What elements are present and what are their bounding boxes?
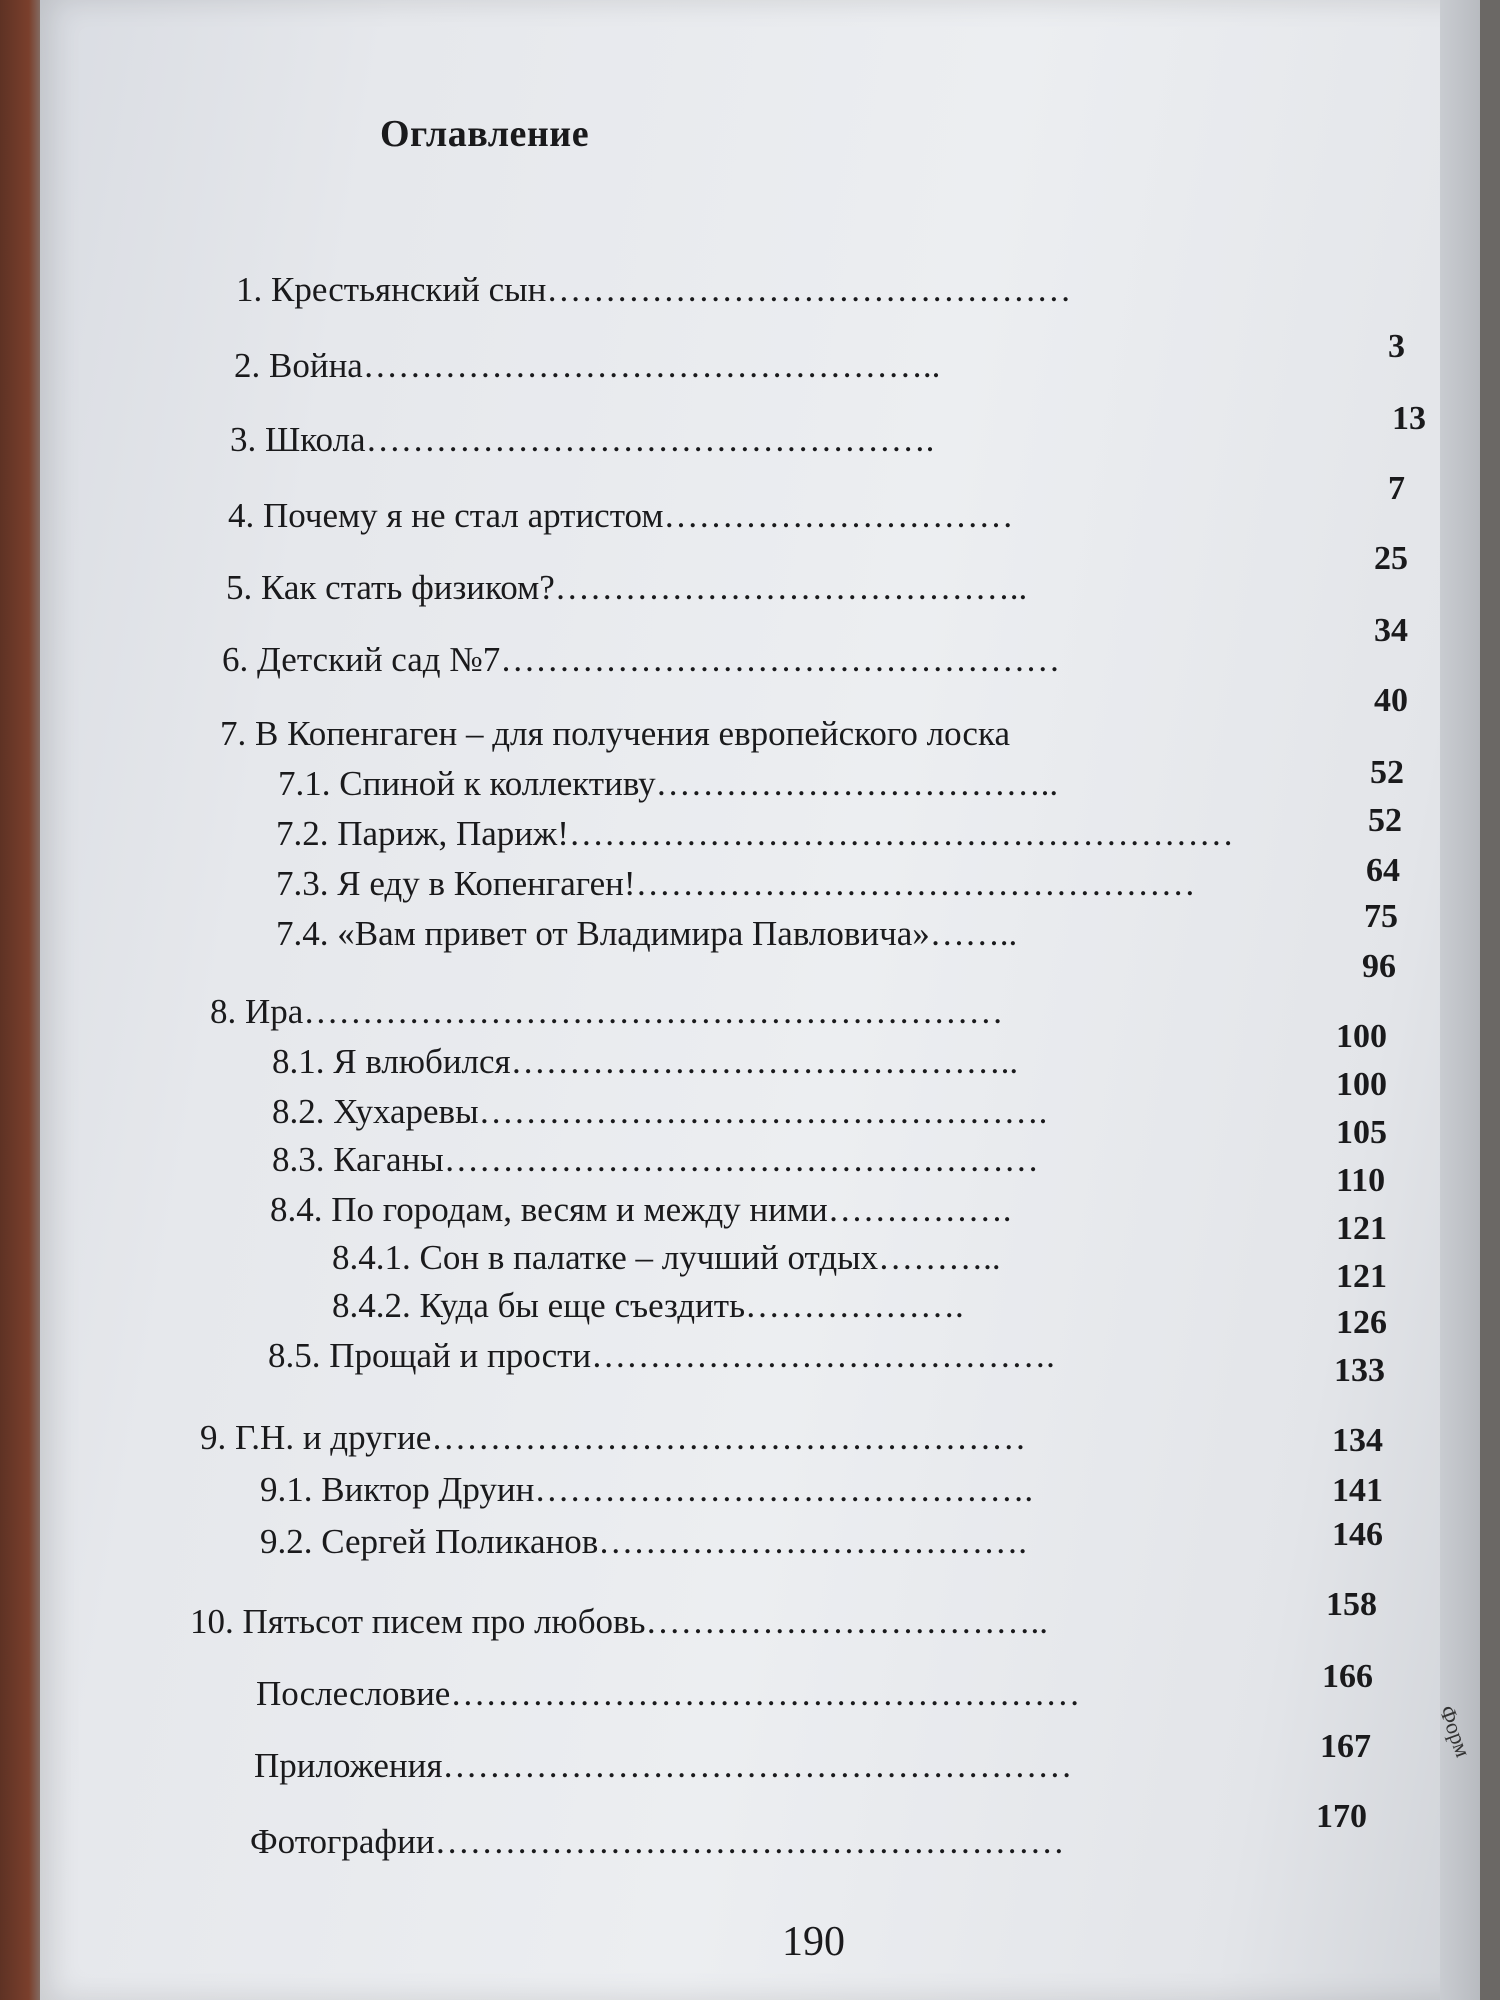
- leader-dots: …………………………………………: [635, 864, 1196, 903]
- toc-entry: [210, 994, 1003, 1029]
- toc-entry: [276, 866, 1196, 901]
- entry-title: 6. Детский сад №7: [222, 640, 501, 679]
- leader-dots: ………………………………….: [591, 1336, 1055, 1375]
- entry-title: 8. Ира: [210, 992, 304, 1031]
- entry-page-number: 96: [1362, 948, 1396, 985]
- entry-title: 8.4. По городам, весям и между ними: [270, 1190, 828, 1229]
- leader-dots: ……………………………..: [655, 764, 1059, 803]
- toc-entry: [276, 816, 1234, 851]
- entry-title: 3. Школа: [230, 420, 366, 459]
- leader-dots: ………………………………………………: [434, 1822, 1065, 1861]
- toc-entry: [268, 1338, 1055, 1373]
- entry-page-number: 110: [1336, 1162, 1386, 1199]
- toc-entry: [190, 1604, 1048, 1639]
- leader-dots: ……………….: [745, 1286, 964, 1325]
- leader-dots: ………………………………………: [546, 270, 1072, 309]
- entry-page-number: 25: [1374, 540, 1408, 577]
- entry-page-number: 100: [1336, 1066, 1387, 1103]
- leader-dots: ………………………………………………: [450, 1674, 1081, 1713]
- entry-title: 9. Г.Н. и другие: [200, 1418, 432, 1457]
- entry-page-number: 141: [1332, 1472, 1383, 1509]
- entry-title: Фотографии: [250, 1822, 435, 1861]
- toc-entry: [272, 1142, 1039, 1177]
- leader-dots: ………………………………………………: [442, 1746, 1073, 1785]
- entry-title: 8.1. Я влюбился: [272, 1042, 511, 1081]
- leader-dots: …………….: [827, 1190, 1012, 1229]
- toc-entry: [226, 570, 1027, 605]
- toc-entry: [256, 1676, 1080, 1711]
- leader-dots: ………………………………………….: [478, 1092, 1048, 1131]
- entry-title: Приложения: [254, 1746, 443, 1785]
- toc-entry: [270, 1192, 1012, 1227]
- leader-dots: ……………………………………………………: [303, 992, 1004, 1031]
- entry-title: 8.4.1. Сон в палатке – лучший отдых: [332, 1238, 879, 1277]
- entry-page-number: 13: [1392, 400, 1426, 437]
- entry-page-number: 121: [1336, 1210, 1387, 1247]
- leader-dots: …………………………………….: [534, 1470, 1034, 1509]
- entry-title: 10. Пятьсот писем про любовь: [190, 1602, 646, 1641]
- toc-entry: [220, 716, 1010, 751]
- leader-dots: ……………………………….: [598, 1522, 1027, 1561]
- entry-title: Послесловие: [256, 1674, 451, 1713]
- entry-page-number: 34: [1374, 612, 1408, 649]
- toc-entry: [332, 1240, 1001, 1275]
- entry-page-number: 126: [1336, 1304, 1387, 1341]
- entry-title: 7.1. Спиной к коллективу: [278, 764, 656, 803]
- page-folio-number: 190: [782, 1919, 845, 1965]
- toc-entry: [234, 348, 940, 383]
- entry-page-number: 133: [1334, 1352, 1385, 1389]
- toc-entry: [254, 1748, 1072, 1783]
- entry-page-number: 158: [1326, 1586, 1377, 1623]
- entry-page-number: 166: [1322, 1658, 1373, 1695]
- toc-entry: [272, 1094, 1047, 1129]
- entry-title: 7. В Копенгаген – для получения европейского лоска: [220, 714, 1010, 753]
- entry-title: 7.3. Я еду в Копенгаген!: [276, 864, 636, 903]
- entry-page-number: 64: [1366, 852, 1400, 889]
- entry-page-number: 52: [1370, 754, 1404, 791]
- leader-dots: …………………………………………: [500, 640, 1061, 679]
- next-page-edge: [1440, 0, 1480, 2000]
- toc-entry: [260, 1524, 1027, 1559]
- book-page: [40, 0, 1480, 2000]
- entry-page-number: 167: [1320, 1728, 1371, 1765]
- toc-entry: [228, 498, 1014, 533]
- entry-page-number: 100: [1336, 1018, 1387, 1055]
- entry-title: 8.4.2. Куда бы еще съездить: [332, 1286, 746, 1325]
- entry-title: 2. Война: [234, 346, 363, 385]
- toc-title: Оглавление: [380, 113, 590, 155]
- leader-dots: ……..: [929, 914, 1018, 953]
- toc-entry: [230, 422, 934, 457]
- entry-page-number: 3: [1388, 328, 1405, 365]
- leader-dots: ……………………………………..: [510, 1042, 1019, 1081]
- leader-dots: ……………………………………………: [443, 1140, 1039, 1179]
- entry-page-number: 134: [1332, 1422, 1383, 1459]
- entry-title: 9.1. Виктор Друин: [260, 1470, 535, 1509]
- entry-page-number: 52: [1368, 802, 1402, 839]
- toc-entry: [236, 272, 1071, 307]
- entry-title: 4. Почему я не стал артистом: [228, 496, 664, 535]
- entry-title: 7.2. Париж, Париж!: [276, 814, 569, 853]
- toc-entry: [278, 766, 1058, 801]
- leader-dots: …………………………………………..: [362, 346, 941, 385]
- toc-entry: [272, 1044, 1018, 1079]
- entry-page-number: 40: [1374, 682, 1408, 719]
- entry-page-number: 75: [1364, 898, 1398, 935]
- toc-entry: [276, 916, 1017, 951]
- leader-dots: ……………………………..: [645, 1602, 1048, 1641]
- toc-entry: [200, 1420, 1026, 1455]
- leader-dots: …………………………: [663, 496, 1014, 535]
- toc-entry: [332, 1288, 964, 1323]
- leader-dots: ………………………………………….: [365, 420, 935, 459]
- entry-title: 7.4. «Вам привет от Владимира Павловича»: [276, 914, 930, 953]
- leader-dots: …………………………………………………: [568, 814, 1234, 853]
- entry-title: 8.3. Каганы: [272, 1140, 444, 1179]
- entry-page-number: 146: [1332, 1516, 1383, 1553]
- toc-entry: [222, 642, 1060, 677]
- entry-title: 8.5. Прощай и прости: [268, 1336, 592, 1375]
- toc-entry: [260, 1472, 1033, 1507]
- adjacent-page-text: Форм: [1434, 1702, 1477, 1761]
- entry-title: 8.2. Хухаревы: [272, 1092, 479, 1131]
- entry-page-number: 170: [1316, 1798, 1367, 1835]
- entry-page-number: 7: [1388, 470, 1405, 507]
- toc-entry: [250, 1824, 1065, 1859]
- leader-dots: ………..: [878, 1238, 1001, 1277]
- entry-title: 1. Крестьянский сын: [236, 270, 547, 309]
- entry-page-number: 105: [1336, 1114, 1387, 1151]
- entry-page-number: 121: [1336, 1258, 1387, 1295]
- entry-title: 5. Как стать физиком?: [226, 568, 555, 607]
- entry-title: 9.2. Сергей Поликанов: [260, 1522, 599, 1561]
- leader-dots: ……………………………………………: [431, 1418, 1027, 1457]
- leader-dots: …………………………………..: [554, 568, 1028, 607]
